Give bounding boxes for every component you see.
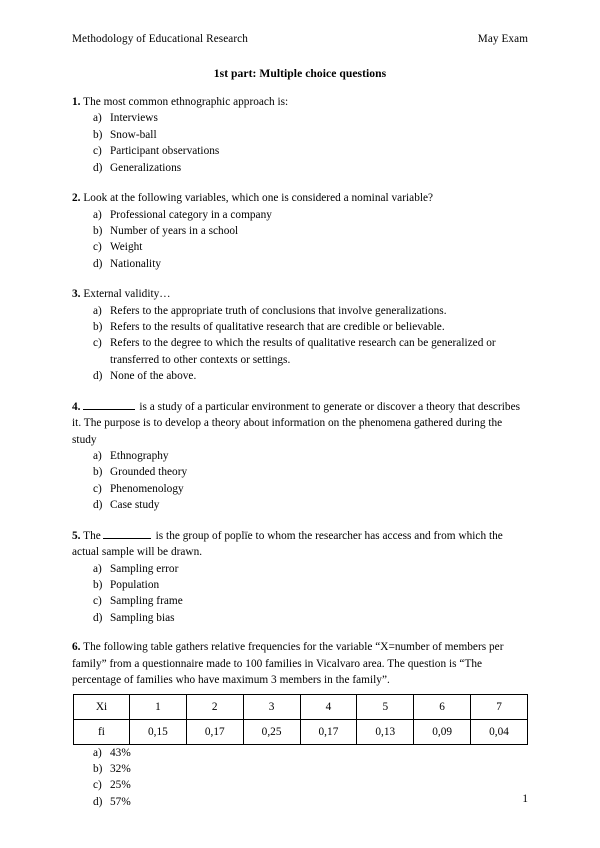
xi-cell-2: 2 xyxy=(186,694,243,719)
option-6a-text: 43% xyxy=(110,746,131,759)
question-1-options xyxy=(72,110,528,176)
option-6d-text: 57% xyxy=(110,795,131,808)
table-row-xi xyxy=(74,694,528,719)
option-4a-text: Ethnography xyxy=(110,450,169,463)
exam-label: May Exam xyxy=(477,33,528,45)
option-4b[interactable] xyxy=(72,464,528,480)
option-6a-letter: a) xyxy=(93,746,102,759)
option-1c-letter: c) xyxy=(93,145,102,158)
option-5b-text: Population xyxy=(110,578,160,591)
question-5-stem xyxy=(72,528,528,561)
option-3b-text: Refers to the results of qualitative research that are credible or believable. xyxy=(110,321,445,334)
option-3a[interactable] xyxy=(72,303,528,319)
option-5d-text: Sampling bias xyxy=(110,611,175,624)
option-4d-text: Case study xyxy=(110,499,160,512)
fi-cell-1: 0,15 xyxy=(130,719,187,744)
option-5c[interactable] xyxy=(72,593,528,609)
fill-in-blank xyxy=(103,529,151,539)
question-6-text: The following table gathers relative frequencies for the variable “X=number of members per family” from a questionnaire made to 100 families in Vicalvaro area. The question is “The percentage of families who have maximum 3 members in the family”. xyxy=(72,641,504,687)
option-3b-letter: b) xyxy=(93,321,103,334)
question-6-stem xyxy=(72,639,528,688)
option-6c-text: 25% xyxy=(110,779,131,792)
option-5a-text: Sampling error xyxy=(110,562,179,575)
option-5a-letter: a) xyxy=(93,562,102,575)
question-5-text-after: is the group of poplïe to whom the researcher has access and from which the actual sample will be drawn. xyxy=(72,529,503,559)
question-6 xyxy=(72,639,528,810)
question-3 xyxy=(72,286,528,385)
option-4a-letter: a) xyxy=(93,450,102,463)
option-3c[interactable] xyxy=(72,335,528,368)
option-4c[interactable] xyxy=(72,481,528,497)
table-row-fi xyxy=(74,719,528,744)
question-2-number: 2. xyxy=(72,192,81,205)
option-1a-text: Interviews xyxy=(110,112,158,125)
option-1b[interactable] xyxy=(72,127,528,143)
fi-cell-7: 0,04 xyxy=(471,719,528,744)
xi-cell-1: 1 xyxy=(130,694,187,719)
option-2a[interactable] xyxy=(72,207,528,223)
option-5d-letter: d) xyxy=(93,611,103,624)
fill-in-blank xyxy=(83,400,135,410)
option-3d-letter: d) xyxy=(93,370,103,383)
question-6-options xyxy=(72,745,528,811)
frequency-table xyxy=(73,694,528,745)
question-2-stem xyxy=(72,190,528,206)
question-5-options xyxy=(72,561,528,627)
option-4c-text: Phenomenology xyxy=(110,482,184,495)
option-2c-letter: c) xyxy=(93,241,102,254)
question-3-stem xyxy=(72,286,528,302)
option-5c-letter: c) xyxy=(93,595,102,608)
option-2b-letter: b) xyxy=(93,224,103,237)
question-4 xyxy=(72,399,528,514)
fi-cell-5: 0,13 xyxy=(357,719,414,744)
option-6d-letter: d) xyxy=(93,795,103,808)
option-4b-letter: b) xyxy=(93,466,103,479)
fi-cell-6: 0,09 xyxy=(414,719,471,744)
option-2d-text: Nationality xyxy=(110,257,162,270)
option-1d-text: Generalizations xyxy=(110,161,182,174)
question-4-text: is a study of a particular environment to generate or discover a theory that describes it. The purpose is to develop a theory about information on the phenomena gathered during the study xyxy=(72,400,521,446)
option-5b[interactable] xyxy=(72,577,528,593)
xi-cell-5: 5 xyxy=(357,694,414,719)
option-3c-text: Refers to the degree to which the results of qualitative research can be generalized or transferred to other contexts or settings. xyxy=(110,337,496,366)
course-title: Methodology of Educational Research xyxy=(72,33,248,45)
option-5c-text: Sampling frame xyxy=(110,595,183,608)
question-1-text: The most common ethnographic approach is: xyxy=(80,96,289,108)
option-3a-letter: a) xyxy=(93,304,102,317)
option-1b-text: Snow-ball xyxy=(110,128,157,141)
row-label-fi: fi xyxy=(74,719,130,744)
option-5a[interactable] xyxy=(72,561,528,577)
option-6c[interactable] xyxy=(72,777,528,793)
option-2b[interactable] xyxy=(72,223,528,239)
page-title: 1st part: Multiple choice questions xyxy=(213,67,387,80)
question-3-text: External validity… xyxy=(80,288,171,301)
option-1c-text: Participant observations xyxy=(110,145,220,158)
option-2a-letter: a) xyxy=(93,208,102,221)
option-2b-text: Number of years in a school xyxy=(110,224,239,237)
question-5 xyxy=(72,528,528,627)
option-6b[interactable] xyxy=(72,761,528,777)
row-label-xi: Xi xyxy=(74,694,130,719)
option-1d[interactable] xyxy=(72,160,528,176)
option-4b-text: Grounded theory xyxy=(110,466,188,479)
fi-cell-3: 0,25 xyxy=(243,719,300,744)
option-6c-letter: c) xyxy=(93,779,102,792)
option-5d[interactable] xyxy=(72,610,528,626)
question-2-options xyxy=(72,207,528,273)
option-2c-text: Weight xyxy=(110,241,143,254)
option-3d-text: None of the above. xyxy=(110,370,197,383)
option-1b-letter: b) xyxy=(93,128,103,141)
option-2d-letter: d) xyxy=(93,257,103,270)
option-4c-letter: c) xyxy=(93,482,102,495)
option-3a-text: Refers to the appropriate truth of conclusions that involve generalizations. xyxy=(110,304,447,317)
option-5b-letter: b) xyxy=(93,578,103,591)
page-number: 1 xyxy=(522,793,528,805)
option-1c[interactable] xyxy=(72,143,528,159)
page-header xyxy=(72,32,528,46)
xi-cell-4: 4 xyxy=(300,694,357,719)
option-6b-letter: b) xyxy=(93,762,103,775)
option-4d-letter: d) xyxy=(93,499,103,512)
fi-cell-2: 0,17 xyxy=(186,719,243,744)
option-2c[interactable] xyxy=(72,239,528,255)
option-4d[interactable] xyxy=(72,497,528,513)
question-1-stem xyxy=(72,94,528,110)
question-3-number: 3. xyxy=(72,288,81,301)
question-2-text: Look at the following variables, which one is considered a nominal variable? xyxy=(80,192,434,205)
question-2 xyxy=(72,190,528,272)
option-2a-text: Professional category in a company xyxy=(110,208,272,221)
option-6b-text: 32% xyxy=(110,762,131,775)
xi-cell-3: 3 xyxy=(243,694,300,719)
question-6-number: 6. xyxy=(72,641,81,654)
question-4-number: 4. xyxy=(72,400,81,413)
question-3-options xyxy=(72,303,528,385)
option-2d[interactable] xyxy=(72,256,528,272)
option-6a[interactable] xyxy=(72,745,528,761)
question-5-text-before: The xyxy=(80,529,101,542)
question-4-options xyxy=(72,448,528,514)
option-3b[interactable] xyxy=(72,319,528,335)
option-1a-letter: a) xyxy=(93,112,102,125)
option-3d[interactable] xyxy=(72,368,528,384)
option-4a[interactable] xyxy=(72,448,528,464)
question-1-number: 1. xyxy=(72,96,81,108)
option-1a[interactable] xyxy=(72,110,528,126)
xi-cell-6: 6 xyxy=(414,694,471,719)
question-1 xyxy=(72,94,528,176)
question-4-stem xyxy=(72,399,528,448)
option-1d-letter: d) xyxy=(93,161,103,174)
question-5-number: 5. xyxy=(72,529,81,542)
option-6d[interactable] xyxy=(72,794,528,810)
option-3c-letter: c) xyxy=(93,337,102,350)
fi-cell-4: 0,17 xyxy=(300,719,357,744)
xi-cell-7: 7 xyxy=(471,694,528,719)
